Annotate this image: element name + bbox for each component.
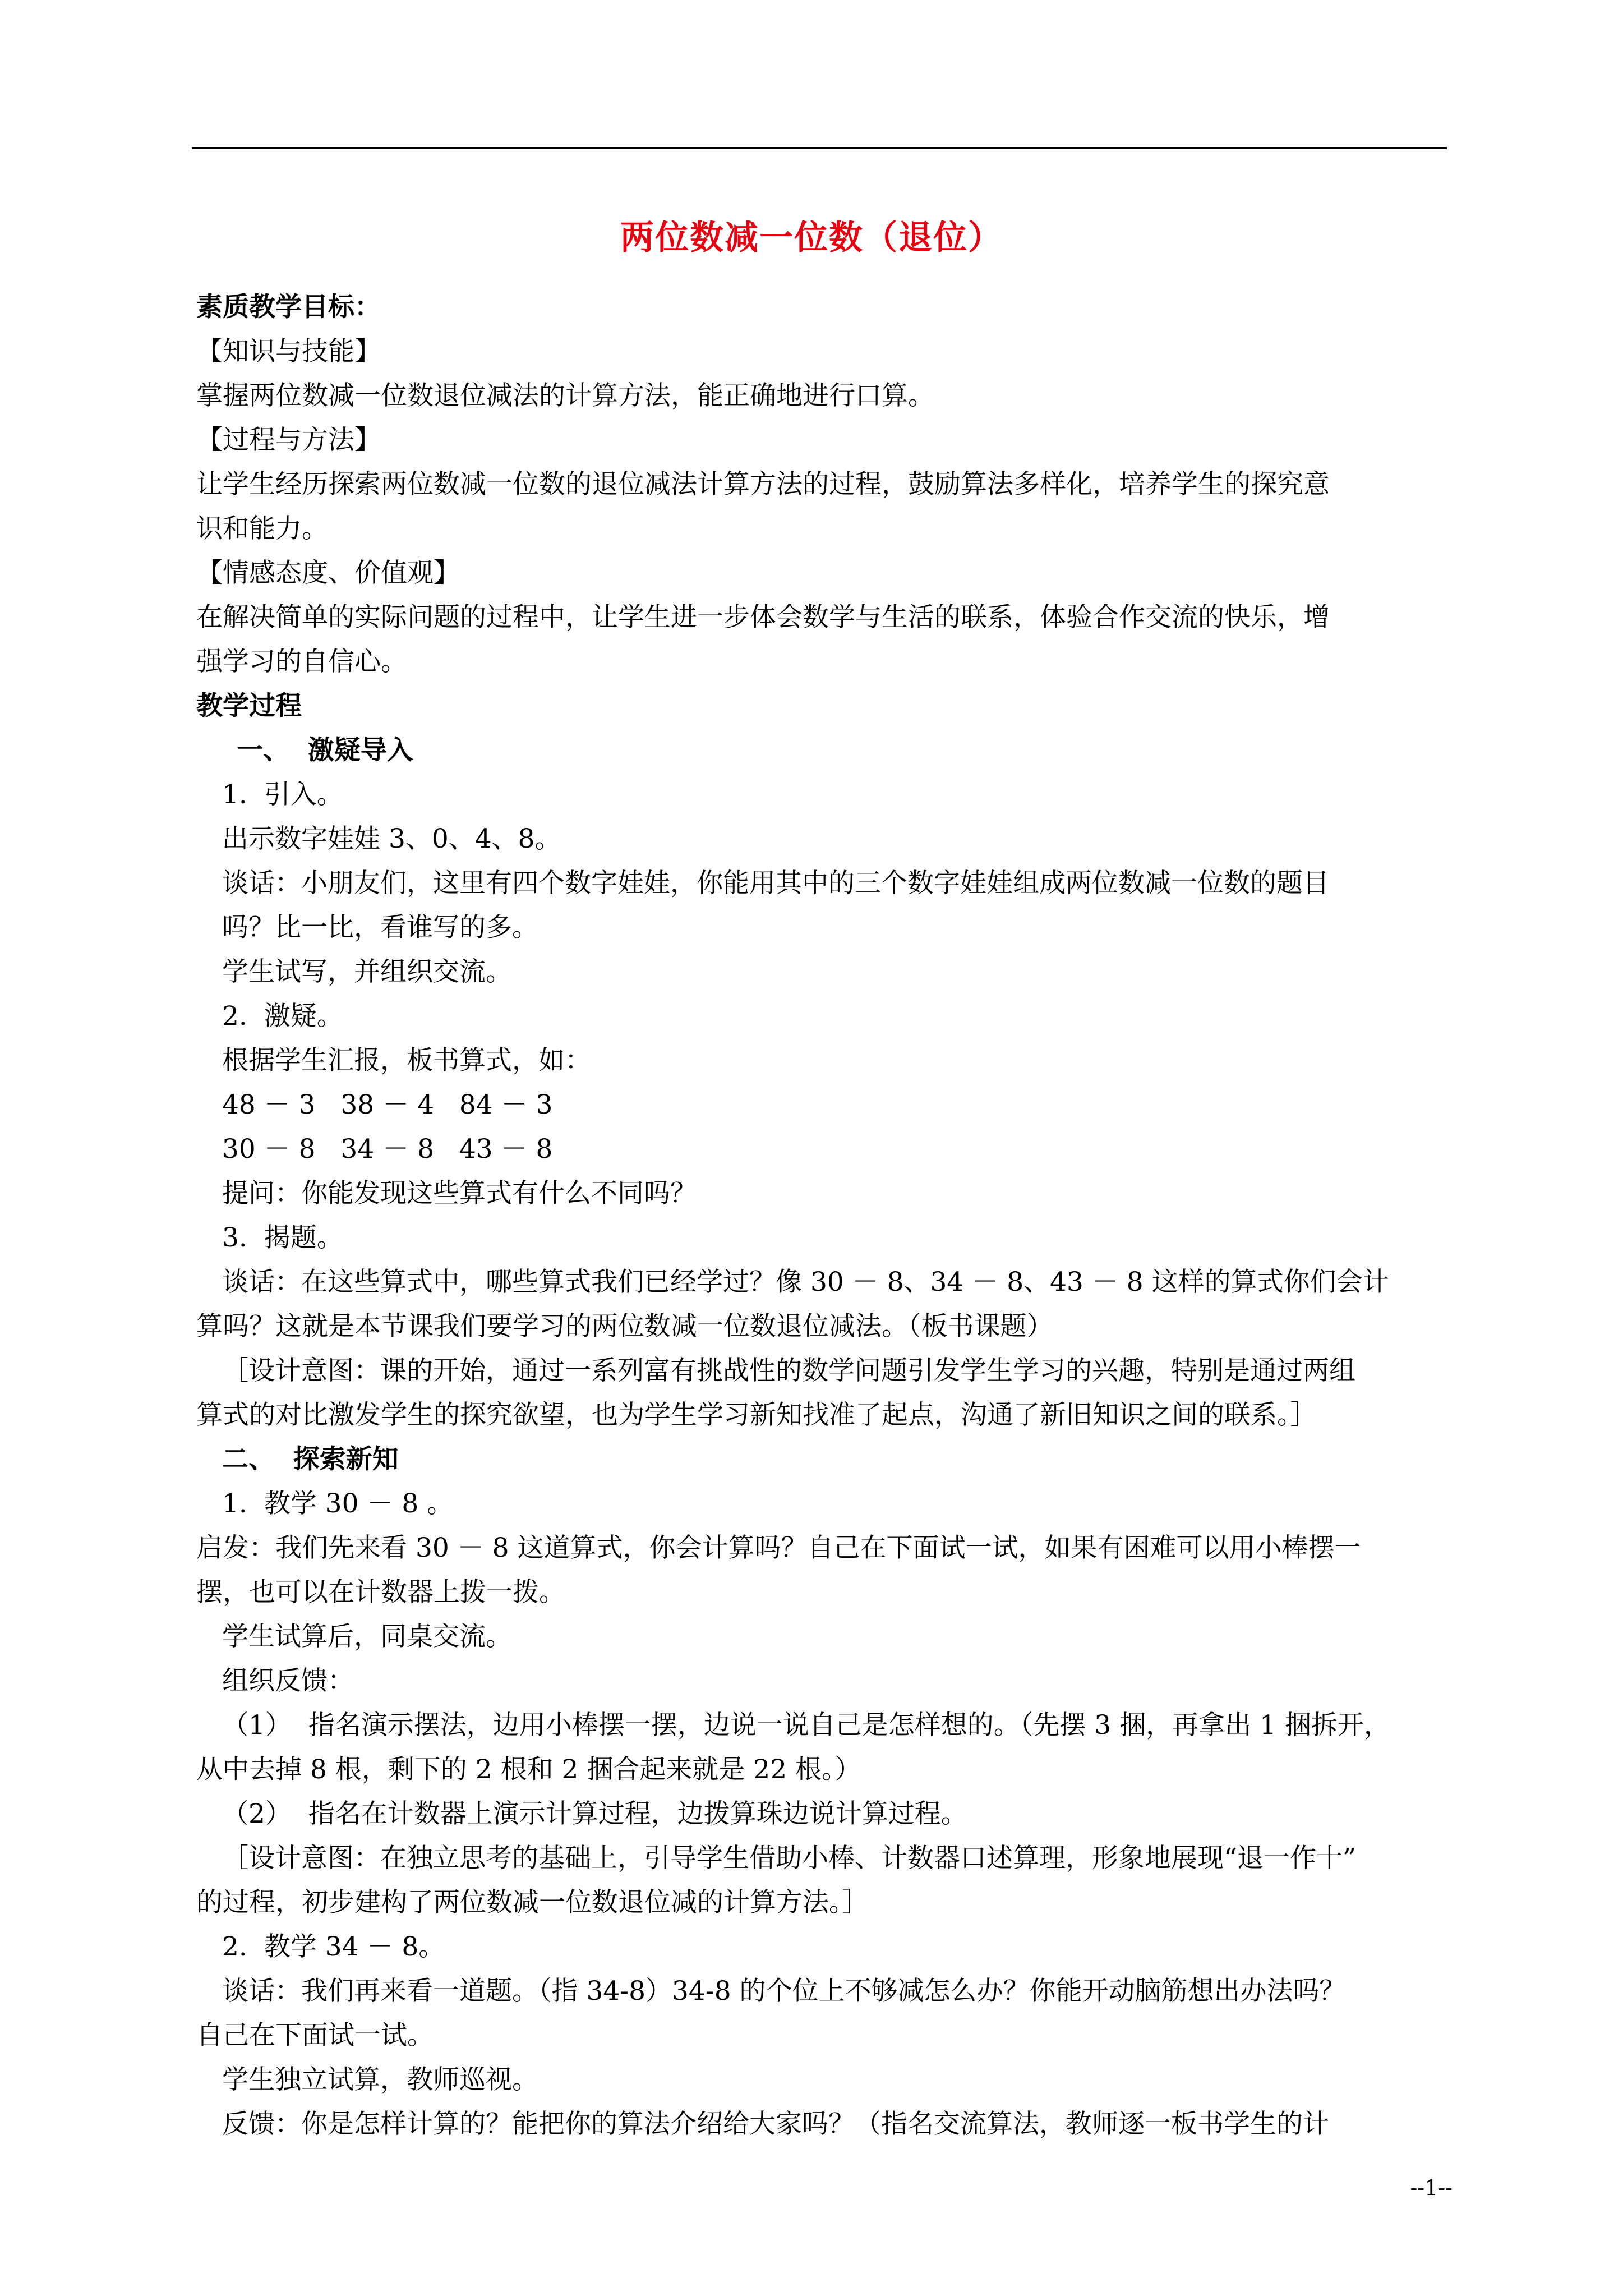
paragraph-line: 谈话：在这些算式中，哪些算式我们已经学过？像 30 － 8、34 － 8、43 － 8 这样的算式你们会计 <box>222 1267 1389 1297</box>
design-note-line: 的过程，初步建构了两位数减一位数退位减的计算方法。］ <box>196 1887 869 1918</box>
paragraph-line: 学生试写，并组织交流。 <box>222 956 512 987</box>
paragraph-line: 反馈：你是怎样计算的？能把你的算法介绍给大家吗？（指名交流算法，教师逐一板书学生的计 <box>222 2109 1329 2139</box>
header-rule <box>192 147 1447 149</box>
design-note-line: ［设计意图：在独立思考的基础上，引导学生借助小棒、计数器口述算理，形象地展现“退一作十” <box>222 1843 1357 1874</box>
document-title: 两位数减一位数（退位） <box>620 218 1003 257</box>
numbered-item: 3. 揭题。 <box>222 1222 343 1253</box>
numbered-item: （2） 指名在计数器上演示计算过程，边拨算珠边说计算过程。 <box>222 1798 967 1829</box>
paragraph-line: 根据学生汇报，板书算式，如： <box>222 1045 591 1076</box>
paragraph-line: 在解决简单的实际问题的过程中，让学生进一步体会数学与生活的联系，体验合作交流的快乐，增 <box>196 602 1330 633</box>
paragraph-line: 从中去掉 8 根，剩下的 2 根和 2 捆合起来就是 22 根。） <box>196 1754 861 1785</box>
document-body <box>196 285 1447 2146</box>
numbered-item: 1. 引入。 <box>222 779 343 810</box>
subheading: 【情感态度、价值观】 <box>196 558 460 588</box>
equation-line: 48 － 3 38 － 4 84 － 3 <box>222 1089 553 1120</box>
paragraph-line: 让学生经历探索两位数减一位数的退位减法计算方法的过程，鼓励算法多样化，培养学生的探究意 <box>196 469 1330 500</box>
paragraph-line: 启发：我们先来看 30 － 8 这道算式，你会计算吗？自己在下面试一试，如果有困难可以用小棒摆一 <box>196 1533 1361 1563</box>
section-heading: 素质教学目标： <box>196 292 381 323</box>
numbered-item: （1） 指名演示摆法，边用小棒摆一摆，边说一说自己是怎样想的。（先摆 3 捆，再拿出 1 捆拆开， <box>222 1710 1390 1741</box>
page-number: --1-- <box>1410 2175 1453 2200</box>
paragraph-line: 组织反馈： <box>222 1665 354 1696</box>
paragraph-line: 学生独立试算，教师巡视。 <box>222 2064 538 2095</box>
paragraph-line: 学生试算后，同桌交流。 <box>222 1621 512 1652</box>
section-heading: 教学过程 <box>196 691 302 721</box>
step-heading: 二、 探索新知 <box>222 1444 399 1475</box>
paragraph-line: 谈话：我们再来看一道题。（指 34-8）34-8 的个位上不够减怎么办？你能开动脑筋想出办法吗？ <box>222 1976 1346 2007</box>
paragraph-line: 提问：你能发现这些算式有什么不同吗？ <box>222 1178 697 1209</box>
numbered-item: 2. 教学 34 － 8。 <box>222 1931 445 1962</box>
paragraph-line: 算吗？这就是本节课我们要学习的两位数减一位数退位减法。（板书课题） <box>196 1311 1053 1342</box>
subheading: 【知识与技能】 <box>196 336 381 367</box>
paragraph-line: 摆，也可以在计数器上拨一拨。 <box>196 1577 565 1608</box>
numbered-item: 1. 教学 30 － 8 。 <box>222 1488 454 1519</box>
step-heading: 一、 激疑导入 <box>237 735 413 766</box>
paragraph-line: 自己在下面试一试。 <box>196 2020 434 2051</box>
paragraph-line: 掌握两位数减一位数退位减法的计算方法，能正确地进行口算。 <box>196 380 934 411</box>
paragraph-line: 出示数字娃娃 3、0、4、8。 <box>222 823 561 854</box>
numbered-item: 2. 激疑。 <box>222 1001 343 1032</box>
paragraph-line: 识和能力。 <box>196 513 328 544</box>
paragraph-line: 谈话：小朋友们，这里有四个数字娃娃，你能用其中的三个数字娃娃组成两位数减一位数的题目 <box>222 868 1329 899</box>
paragraph-line: 吗？比一比，看谁写的多。 <box>222 912 538 943</box>
subheading: 【过程与方法】 <box>196 425 381 455</box>
equation-line: 30 － 8 34 － 8 43 － 8 <box>222 1134 553 1165</box>
paragraph-line: 强学习的自信心。 <box>196 646 407 677</box>
design-note-line: 算式的对比激发学生的探究欲望，也为学生学习新知找准了起点，沟通了新旧知识之间的联系。］ <box>196 1400 1317 1430</box>
design-note-line: ［设计意图：课的开始，通过一系列富有挑战性的数学问题引发学生学习的兴趣，特别是通过两组 <box>222 1355 1355 1386</box>
